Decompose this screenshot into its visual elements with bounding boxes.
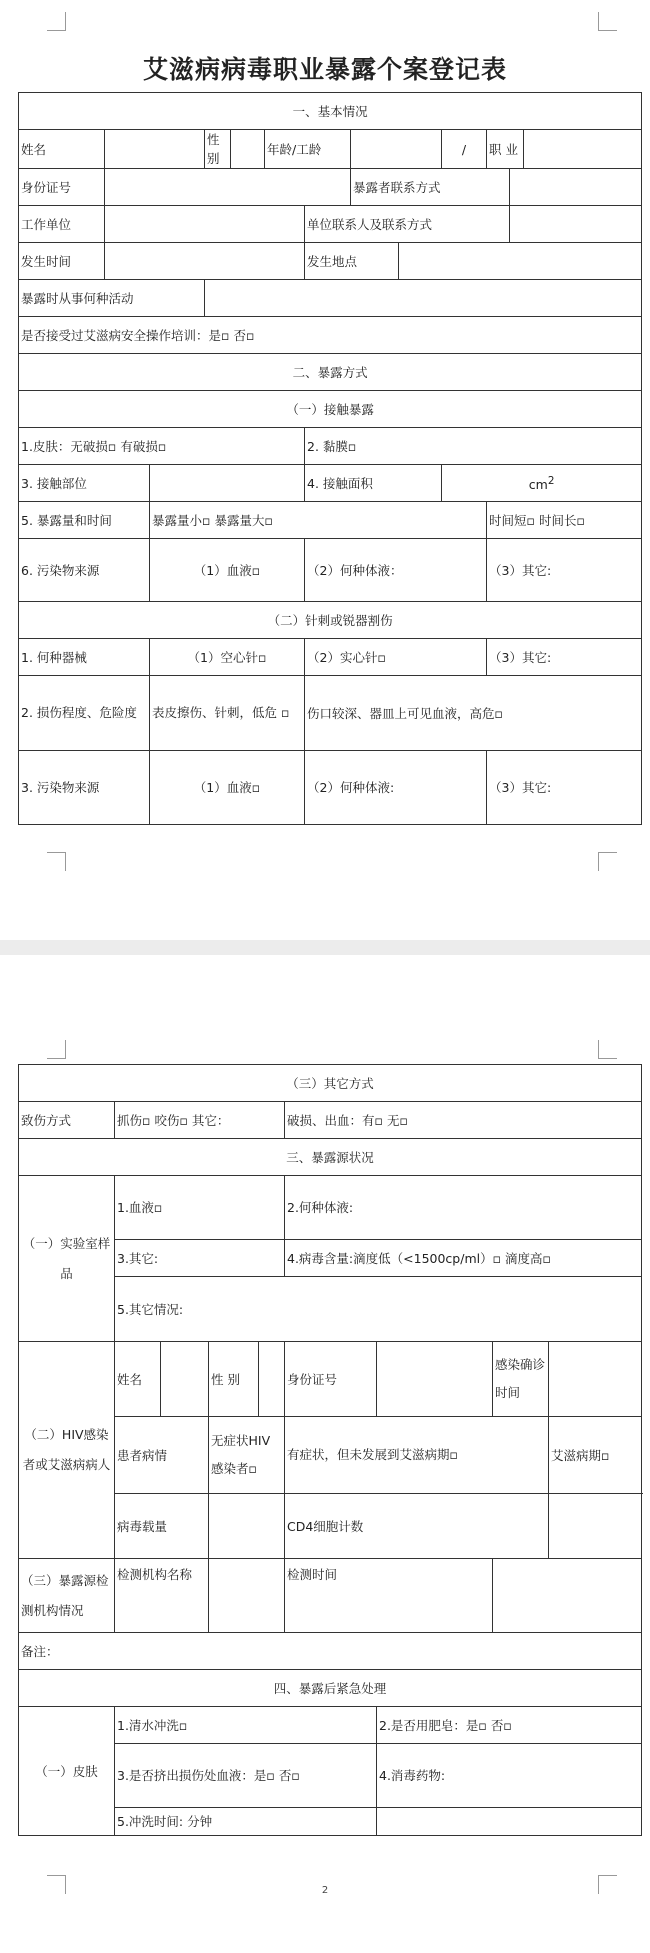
section-emergency-treatment: 四、暴露后紧急处理	[19, 1670, 642, 1707]
other2-option[interactable]: （3）其它:	[487, 751, 642, 825]
work-unit-label: 工作单位	[19, 206, 105, 243]
source-id-label: 身份证号	[285, 1342, 377, 1417]
pollutant-label: 6. 污染物来源	[19, 539, 150, 602]
squeeze-options[interactable]: 3.是否挤出损伤处血液：是▫ 否▫	[115, 1744, 377, 1808]
cd4-label: CD4细胞计数	[285, 1494, 549, 1559]
cm-exponent: 2	[547, 474, 555, 487]
superficial-option[interactable]: 表皮擦伤、针刺，低危 ▫	[150, 676, 305, 751]
document-title: 艾滋病病毒职业暴露个案登记表	[142, 55, 507, 84]
lab-name-label: 检测机构名称	[115, 1559, 209, 1633]
name-label: 姓名	[19, 130, 105, 169]
test-time-field[interactable]	[493, 1559, 642, 1633]
hiv-source-label: （二）HIV感染者或艾滋病病人	[19, 1342, 115, 1559]
age-separator: /	[442, 130, 487, 169]
contact-exposed-field[interactable]	[510, 169, 642, 206]
contact-area-label: 4. 接触面积	[305, 465, 442, 502]
page-1	[0, 0, 650, 940]
instrument-label: 1. 何种器械	[19, 639, 150, 676]
idcard-label: 身份证号	[19, 169, 105, 206]
activity-label: 暴露时从事何种活动	[19, 280, 205, 317]
contact-site-label: 3. 接触部位	[19, 465, 150, 502]
other-option[interactable]: （3）其它:	[487, 539, 642, 602]
activity-field[interactable]	[205, 280, 642, 317]
soap-options[interactable]: 2.是否用肥皂：是▫ 否▫	[377, 1707, 642, 1744]
lab-sample-label: （一）实验室样品	[19, 1176, 115, 1342]
rinse-option[interactable]: 1.清水冲洗▫	[115, 1707, 377, 1744]
contact-exposed-label: 暴露者联系方式	[351, 169, 510, 206]
scratch-bite-options[interactable]: 抓伤▫ 咬伤▫ 其它：	[115, 1102, 285, 1139]
occur-place-label: 发生地点	[305, 243, 399, 280]
lab-fluid-field[interactable]: 2.何种体液:	[285, 1176, 642, 1240]
lab-other-info-field[interactable]: 5.其它情况:	[115, 1277, 642, 1342]
idcard-field[interactable]	[105, 169, 351, 206]
lab-name-field[interactable]	[209, 1559, 285, 1633]
asymptomatic-option[interactable]: 无症状HIV感染者▫	[209, 1417, 285, 1494]
name-field[interactable]	[105, 130, 205, 169]
job-label: 职 业	[487, 130, 524, 169]
work-unit-field[interactable]	[105, 206, 305, 243]
section-basic-info: 一、基本情况	[19, 93, 642, 130]
sex-field[interactable]	[231, 130, 265, 169]
amount-options[interactable]: 暴露量小▫ 暴露量大▫	[150, 502, 487, 539]
crop-mark	[47, 852, 66, 871]
source-name-field[interactable]	[161, 1342, 209, 1417]
occur-time-field[interactable]	[105, 243, 305, 280]
age-label: 年龄/工龄	[265, 130, 351, 169]
age-field[interactable]	[351, 130, 442, 169]
lab-other-field[interactable]: 3.其它:	[115, 1240, 285, 1277]
unit-contact-field[interactable]	[510, 206, 642, 243]
injury-method-label: 致伤方式	[19, 1102, 115, 1139]
subsection-other-methods: （三）其它方式	[19, 1065, 642, 1102]
remarks-field[interactable]: 备注：	[19, 1633, 642, 1670]
mucosa-option[interactable]: 2. 黏膜▫	[305, 428, 642, 465]
cd4-field[interactable]	[549, 1494, 642, 1559]
aids-stage-option[interactable]: 艾滋病期▫	[549, 1417, 642, 1494]
lab-source-label: （三）暴露源检测机构情况	[19, 1559, 115, 1633]
other-instrument-option[interactable]: （3）其它:	[487, 639, 642, 676]
subsection-needle-injury: （二）针刺或锐器割伤	[19, 602, 642, 639]
contact-area-field[interactable]	[442, 465, 642, 502]
page-number: 2	[321, 1885, 329, 1896]
registration-table-part1	[18, 92, 642, 825]
deep-option[interactable]: 伤口较深、器皿上可见血液，高危▫	[305, 676, 642, 751]
time-options[interactable]: 时间短▫ 时间长▫	[487, 502, 642, 539]
hollow-needle-option[interactable]: （1）空心针▫	[150, 639, 305, 676]
lab-blood-option[interactable]: 1.血液▫	[115, 1176, 285, 1240]
symptomatic-option[interactable]: 有症状，但未发展到艾滋病期▫	[285, 1417, 549, 1494]
skin-option[interactable]: 1.皮肤：无破损▫ 有破损▫	[19, 428, 305, 465]
subsection-contact-exposure: （一）接触暴露	[19, 391, 642, 428]
crop-mark	[598, 12, 617, 31]
section-exposure-method: 二、暴露方式	[19, 354, 642, 391]
unit-contact-label: 单位联系人及联系方式	[305, 206, 510, 243]
crop-mark	[47, 1040, 66, 1059]
contact-site-field[interactable]	[150, 465, 305, 502]
viral-content-options[interactable]: 4.病毒含量:滴度低（<1500cp/ml）▫ 滴度高▫	[285, 1240, 642, 1277]
viral-load-field[interactable]	[209, 1494, 285, 1559]
cm-unit: cm	[528, 477, 548, 493]
test-time-label: 检测时间	[285, 1559, 493, 1633]
source-sex-field[interactable]	[259, 1342, 285, 1417]
page-2	[0, 955, 650, 1953]
body-fluid2-option[interactable]: （2）何种体液:	[305, 751, 487, 825]
body-fluid-option[interactable]: （2）何种体液：	[305, 539, 487, 602]
crop-mark	[598, 1040, 617, 1059]
source-sex-label: 性 别	[209, 1342, 259, 1417]
viral-load-label: 病毒载量	[115, 1494, 209, 1559]
section-exposure-source: 三、暴露源状况	[19, 1139, 642, 1176]
condition-label: 患者病情	[115, 1417, 209, 1494]
crop-mark	[598, 852, 617, 871]
rinse-time-extra[interactable]	[377, 1808, 642, 1836]
skin-section-label: （一）皮肤	[19, 1707, 115, 1836]
sex-label: 性别	[205, 130, 231, 169]
bleeding-options[interactable]: 破损、出血：有▫ 无▫	[285, 1102, 642, 1139]
registration-table-part2	[18, 1064, 642, 1836]
occur-place-field[interactable]	[399, 243, 642, 280]
source-id-field[interactable]	[377, 1342, 493, 1417]
blood2-option[interactable]: （1）血液▫	[150, 751, 305, 825]
crop-mark	[47, 12, 66, 31]
pollutant2-label: 3. 污染物来源	[19, 751, 150, 825]
job-field[interactable]	[524, 130, 642, 169]
confirm-time-field[interactable]	[549, 1342, 642, 1417]
source-name-label: 姓名	[115, 1342, 161, 1417]
rinse-time-field[interactable]: 5.冲洗时间: 分钟	[115, 1808, 377, 1836]
solid-needle-option[interactable]: （2）实心针▫	[305, 639, 487, 676]
amount-time-label: 5. 暴露量和时间	[19, 502, 150, 539]
confirm-time-label: 感染确诊时间	[493, 1342, 549, 1417]
training-question[interactable]: 是否接受过艾滋病安全操作培训：是▫ 否▫	[19, 317, 642, 354]
occur-time-label: 发生时间	[19, 243, 105, 280]
disinfect-field[interactable]: 4.消毒药物:	[377, 1744, 642, 1808]
blood-option[interactable]: （1）血液▫	[150, 539, 305, 602]
injury-degree-label: 2. 损伤程度、危险度	[19, 676, 150, 751]
